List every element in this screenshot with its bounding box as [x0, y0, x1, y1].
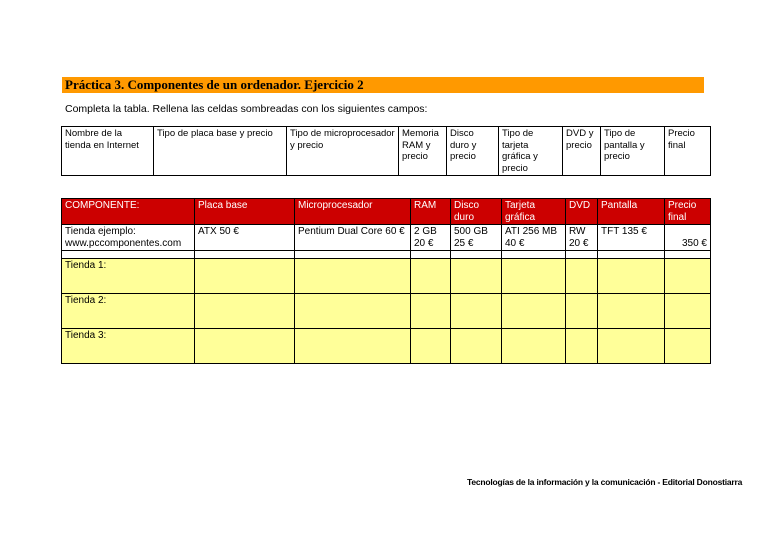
- table-row: [62, 329, 711, 364]
- input-cell[interactable]: [295, 329, 411, 364]
- input-cell[interactable]: [451, 259, 502, 294]
- input-cell[interactable]: [195, 294, 295, 329]
- header-cell: Placa base: [195, 199, 295, 225]
- example-cell: 2 GB 20 €: [411, 225, 451, 251]
- example-cell: 500 GB 25 €: [451, 225, 502, 251]
- field-cell: Tipo de placa base y precio: [154, 127, 287, 176]
- input-cell[interactable]: [598, 294, 665, 329]
- input-cell[interactable]: [411, 294, 451, 329]
- field-cell: Disco duro y precio: [447, 127, 499, 176]
- input-cell[interactable]: [195, 259, 295, 294]
- header-cell: Tarjeta gráfica: [502, 199, 566, 225]
- field-cell: Nombre de la tienda en Internet: [62, 127, 154, 176]
- header-row: [62, 199, 711, 225]
- input-cell[interactable]: [566, 329, 598, 364]
- field-cell: Precio final: [665, 127, 711, 176]
- input-cell[interactable]: [451, 329, 502, 364]
- input-cell[interactable]: [451, 294, 502, 329]
- field-cell: Memoria RAM y precio: [399, 127, 447, 176]
- input-cell[interactable]: [502, 329, 566, 364]
- input-cell[interactable]: [566, 259, 598, 294]
- header-cell: Pantalla: [598, 199, 665, 225]
- footer-credit: Tecnologías de la información y la comunicación - Editorial Donostiarra: [467, 477, 743, 487]
- input-cell[interactable]: [295, 259, 411, 294]
- field-cell: Tipo de pantalla y precio: [601, 127, 665, 176]
- field-cell: Tipo de tarjeta gráfica y precio: [499, 127, 563, 176]
- input-cell[interactable]: [665, 259, 711, 294]
- fields-table: [61, 126, 711, 176]
- instruction-text: Completa la tabla. Rellena las celdas sombreadas con los siguientes campos:: [65, 103, 428, 115]
- example-cell: 350 €: [665, 225, 711, 251]
- example-cell: TFT 135 €: [598, 225, 665, 251]
- header-cell: Precio final: [665, 199, 711, 225]
- header-cell: RAM: [411, 199, 451, 225]
- example-row: [62, 225, 711, 251]
- components-table: [61, 198, 711, 364]
- input-cell[interactable]: [295, 294, 411, 329]
- input-cell[interactable]: [195, 329, 295, 364]
- input-cell[interactable]: [598, 259, 665, 294]
- input-cell[interactable]: [665, 294, 711, 329]
- title-bar: [62, 77, 704, 93]
- store-label: Tienda 3:: [62, 329, 195, 364]
- header-cell: Disco duro: [451, 199, 502, 225]
- input-cell[interactable]: [665, 329, 711, 364]
- input-cell[interactable]: [502, 259, 566, 294]
- input-cell[interactable]: [566, 294, 598, 329]
- input-cell[interactable]: [411, 329, 451, 364]
- spacer-row: [62, 251, 711, 259]
- table-row: [62, 259, 711, 294]
- store-label: Tienda 2:: [62, 294, 195, 329]
- page-title: Práctica 3. Componentes de un ordenador. Ejercicio 2: [65, 77, 364, 92]
- example-cell: ATI 256 MB 40 €: [502, 225, 566, 251]
- header-cell: Microprocesador: [295, 199, 411, 225]
- example-cell: Tienda ejemplo: www.pccomponentes.com: [62, 225, 195, 251]
- example-cell: ATX 50 €: [195, 225, 295, 251]
- table-row: [62, 294, 711, 329]
- example-cell: RW 20 €: [566, 225, 598, 251]
- field-cell: DVD y precio: [563, 127, 601, 176]
- field-cell: Tipo de microprocesador y precio: [287, 127, 399, 176]
- store-label: Tienda 1:: [62, 259, 195, 294]
- input-cell[interactable]: [411, 259, 451, 294]
- header-cell: DVD: [566, 199, 598, 225]
- input-cell[interactable]: [502, 294, 566, 329]
- input-cell[interactable]: [598, 329, 665, 364]
- example-cell: Pentium Dual Core 60 €: [295, 225, 411, 251]
- header-cell: COMPONENTE:: [62, 199, 195, 225]
